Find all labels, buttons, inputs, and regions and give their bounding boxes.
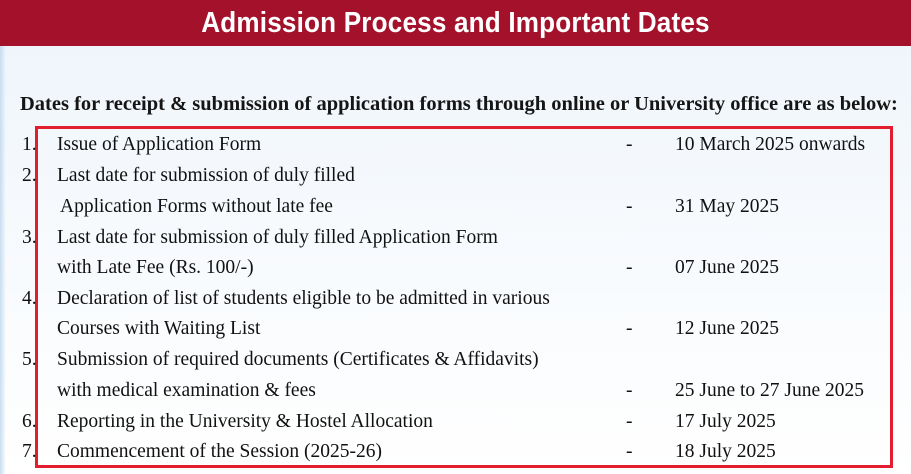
item-label: Declaration of list of students eligible to be admitted in various xyxy=(57,288,550,309)
list-item xyxy=(0,161,911,191)
item-number: 1. xyxy=(22,134,37,155)
list-item xyxy=(0,407,911,437)
item-date: 17 July 2025 xyxy=(675,411,776,432)
item-label: Last date for submission of duly filled xyxy=(57,165,355,186)
item-label: with medical examination & fees xyxy=(57,380,316,401)
item-label: Issue of Application Form xyxy=(57,134,262,155)
item-label: Reporting in the University & Hostel Allocation xyxy=(57,411,433,432)
item-label: Last date for submission of duly filled Application Form xyxy=(57,227,498,248)
item-number: 2. xyxy=(22,165,37,186)
item-separator: - xyxy=(626,411,633,432)
item-date: 25 June to 27 June 2025 xyxy=(675,380,865,401)
list-item-continuation xyxy=(0,192,911,222)
item-number: 6. xyxy=(22,411,37,432)
item-date: 31 May 2025 xyxy=(675,196,779,217)
item-number: 5. xyxy=(22,349,37,370)
list-item-continuation xyxy=(0,253,911,283)
item-date: 10 March 2025 onwards xyxy=(675,134,866,155)
item-number: 3. xyxy=(22,227,37,248)
list-item xyxy=(0,345,911,375)
title-banner xyxy=(0,0,911,46)
list-item-continuation xyxy=(0,314,911,344)
item-number: 7. xyxy=(22,441,37,462)
list-item xyxy=(0,437,911,467)
item-separator: - xyxy=(626,196,633,217)
item-date: 07 June 2025 xyxy=(675,257,779,278)
item-label: Submission of required documents (Certificates & Affidavits) xyxy=(57,349,539,370)
item-number: 4. xyxy=(22,288,37,309)
page-title: Admission Process and Important Dates xyxy=(201,6,710,39)
item-separator: - xyxy=(626,134,633,155)
item-separator: - xyxy=(626,380,633,401)
item-separator: - xyxy=(626,318,633,339)
item-date: 18 July 2025 xyxy=(675,441,776,462)
item-separator: - xyxy=(626,257,633,278)
item-label: Courses with Waiting List xyxy=(57,318,261,339)
item-date: 12 June 2025 xyxy=(675,318,779,339)
list-item xyxy=(0,223,911,253)
item-label: Commencement of the Session (2025-26) xyxy=(57,441,382,462)
list-item xyxy=(0,284,911,314)
item-separator: - xyxy=(626,441,633,462)
list-item-continuation xyxy=(0,376,911,406)
item-label: with Late Fee (Rs. 100/-) xyxy=(57,257,254,278)
list-item xyxy=(0,130,911,160)
item-label: Application Forms without late fee xyxy=(60,196,333,217)
intro-heading: Dates for receipt & submission of application forms through online or University office are as below: xyxy=(20,93,898,115)
